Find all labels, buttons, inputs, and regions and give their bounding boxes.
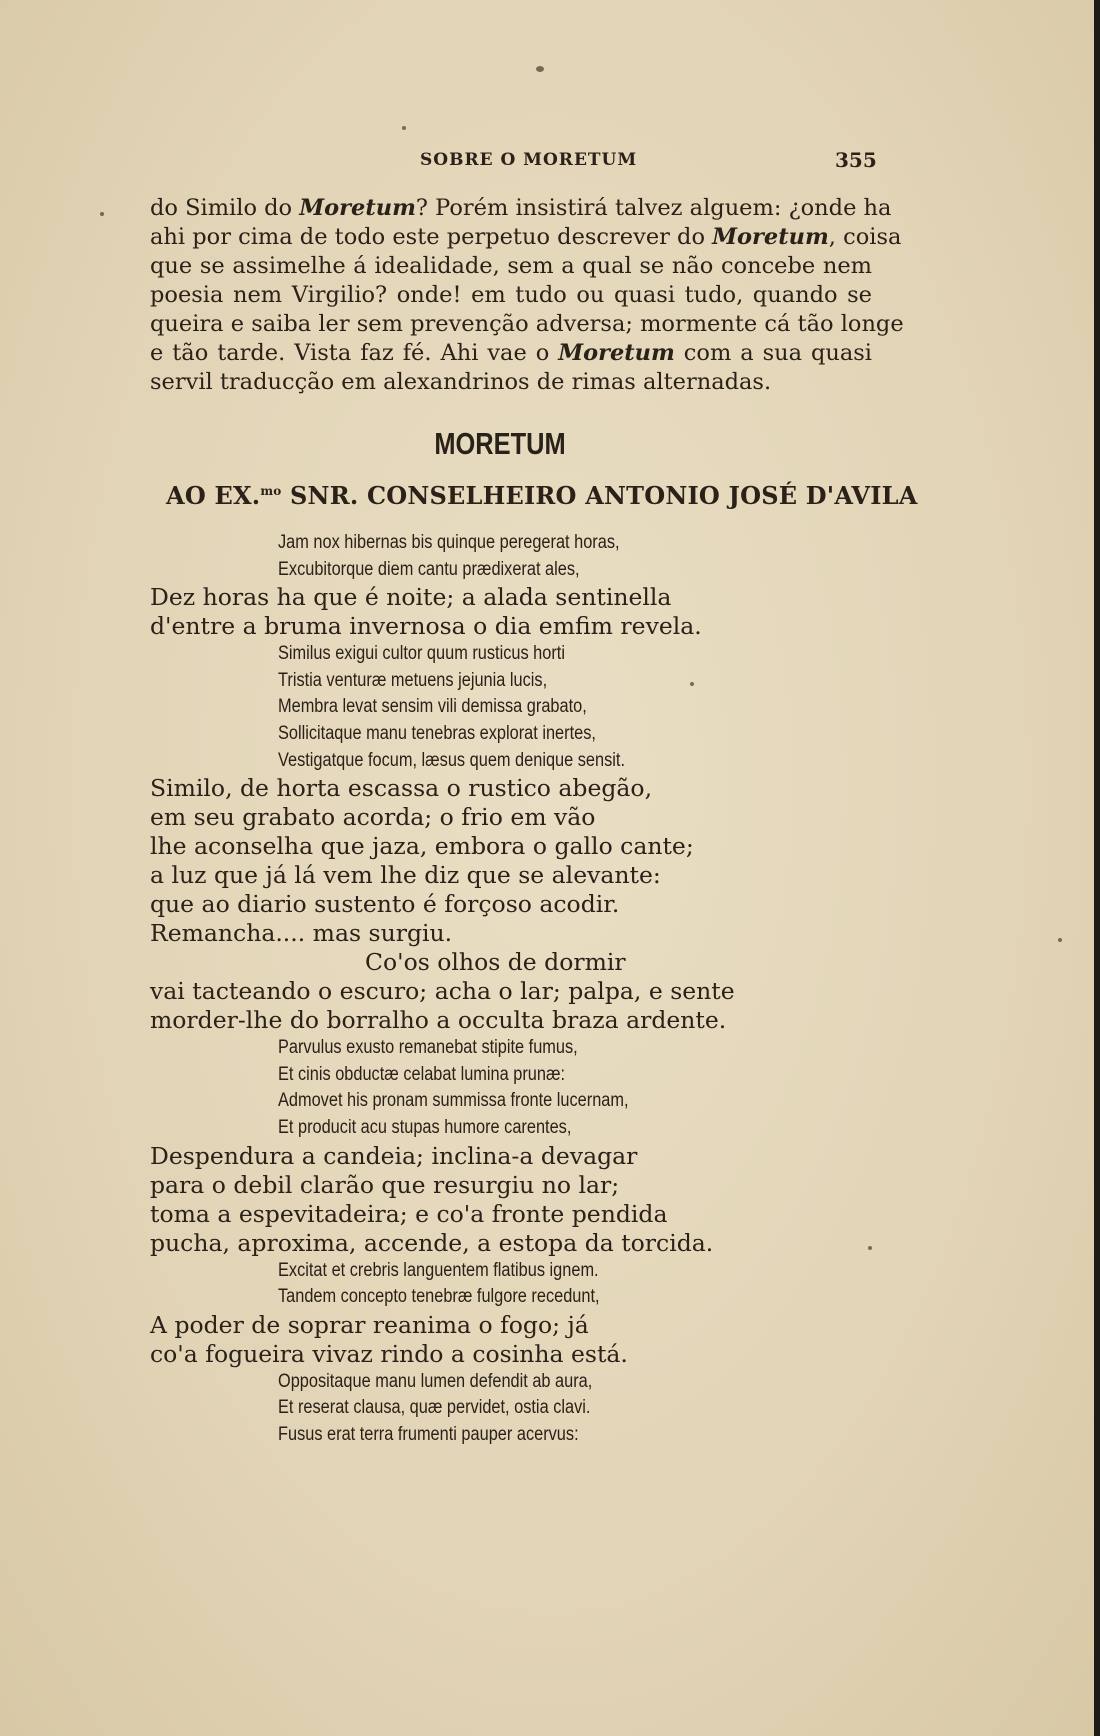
latin-verse-line: Tristia venturæ metuens jejunia lucis, [278, 669, 548, 691]
portuguese-verse-line: d'entre a bruma invernosa o dia emfim revela. [150, 612, 702, 641]
running-title: SOBRE O MORETUM [420, 150, 638, 170]
portuguese-verse-line: em seu grabato acorda; o frio em vão [150, 803, 596, 832]
dedication-rest: SNR. CONSELHEIRO ANTONIO JOSÉ D'AVILA [281, 481, 918, 510]
paper-speck [868, 1246, 872, 1250]
page-edge-shadow [1094, 0, 1100, 1736]
poem-body [150, 530, 910, 1449]
latin-verse-line: Jam nox hibernas bis quinque peregerat horas, [278, 532, 620, 553]
latin-verse-line: Vestigatque focum, læsus quem denique sensit. [278, 749, 625, 771]
portuguese-verse-line: pucha, aproxima, accende, a estopa da torcida. [150, 1228, 714, 1257]
latin-verse-line: Excubitorque diem cantu prædixerat ales, [278, 558, 580, 580]
dedication [166, 481, 918, 510]
poem-title: MORETUM [434, 426, 566, 461]
latin-verse-line: Tandem concepto tenebræ fulgore recedunt, [278, 1286, 600, 1308]
portuguese-verse-line: Despendura a candeia; inclina-a devagar [150, 1141, 638, 1170]
dedication-superscript: mo [260, 484, 282, 498]
prose-line: servil traducção em alexandrinos de rimas alternadas. [150, 369, 772, 395]
portuguese-verse-line: Dez horas ha que é noite; a alada sentinella [150, 583, 672, 612]
prose-line: e tão tarde. Vista faz fé. Ahi vae o Moretum com a sua quasi [150, 340, 873, 366]
page-number: 355 [835, 148, 877, 172]
paper-speck [690, 682, 694, 686]
paper-speck [536, 66, 544, 72]
italic-title-word: Moretum [299, 195, 416, 221]
portuguese-verse-line: para o debil clarão que resurgiu no lar; [150, 1170, 620, 1199]
portuguese-verse-line: toma a espevitadeira; e co'a fronte pendida [150, 1199, 668, 1228]
latin-verse-line: Parvulus exusto remanebat stipite fumus, [278, 1037, 578, 1059]
portuguese-verse-line: Similo, de horta escassa o rustico abegão, [150, 774, 653, 803]
portuguese-verse-line: Remancha.... mas surgiu. [150, 919, 453, 948]
italic-title-word: Moretum [558, 340, 675, 366]
latin-verse-line: Admovet his pronam summissa fronte lucernam, [278, 1090, 629, 1112]
latin-verse-line: Similus exigui cultor quum rusticus horti [278, 643, 565, 665]
portuguese-verse-line: Co'os olhos de dormir [365, 948, 626, 977]
portuguese-verse-line: a luz que já lá vem lhe diz que se alevante: [150, 861, 661, 890]
paper-speck [402, 126, 406, 130]
latin-verse-line: Fusus erat terra frumenti pauper acervus: [278, 1423, 579, 1445]
prose-line: do Similo do Moretum? Porém insistirá talvez alguem: ¿onde ha [150, 195, 892, 221]
latin-verse-line: Et reserat clausa, quæ pervidet, ostia clavi. [278, 1397, 591, 1419]
latin-verse-line: Excitat et crebris languentem flatibus ignem. [278, 1259, 599, 1281]
latin-verse-line: Membra levat sensim vili demissa grabato, [278, 696, 587, 718]
latin-verse-line: Oppositaque manu lumen defendit ab aura, [278, 1370, 593, 1392]
prose-line: queira e saiba ler sem prevenção adversa; mormente cá tão longe [150, 311, 904, 337]
intro-paragraph [150, 194, 904, 397]
latin-verse-line: Sollicitaque manu tenebras explorat inertes, [278, 722, 596, 744]
prose-line: ahi por cima de todo este perpetuo descrever do Moretum, coisa [150, 224, 902, 250]
paper-speck [100, 212, 104, 216]
prose-line: poesia nem Virgilio? onde! em tudo ou quasi tudo, quando se [150, 282, 872, 308]
dedication-prefix: AO EX. [166, 481, 261, 510]
portuguese-verse-line: co'a fogueira vivaz rindo a cosinha está. [150, 1339, 628, 1368]
prose-line: que se assimelhe á idealidade, sem a qual se não concebe nem [150, 253, 872, 279]
portuguese-verse-line: vai tacteando o escuro; acha o lar; palpa, e sente [150, 977, 735, 1006]
paper-speck [1058, 938, 1062, 942]
latin-verse-line: Et producit acu stupas humore carentes, [278, 1116, 572, 1138]
portuguese-verse-line: morder-lhe do borralho a occulta braza ardente. [150, 1006, 727, 1035]
portuguese-verse-line: que ao diario sustento é forçoso acodir. [150, 890, 620, 919]
latin-verse-line: Et cinis obductæ celabat lumina prunæ: [278, 1063, 566, 1085]
italic-title-word: Moretum [712, 224, 829, 250]
portuguese-verse-line: lhe aconselha que jaza, embora o gallo cante; [150, 832, 694, 861]
portuguese-verse-line: A poder de soprar reanima o fogo; já [150, 1310, 589, 1339]
